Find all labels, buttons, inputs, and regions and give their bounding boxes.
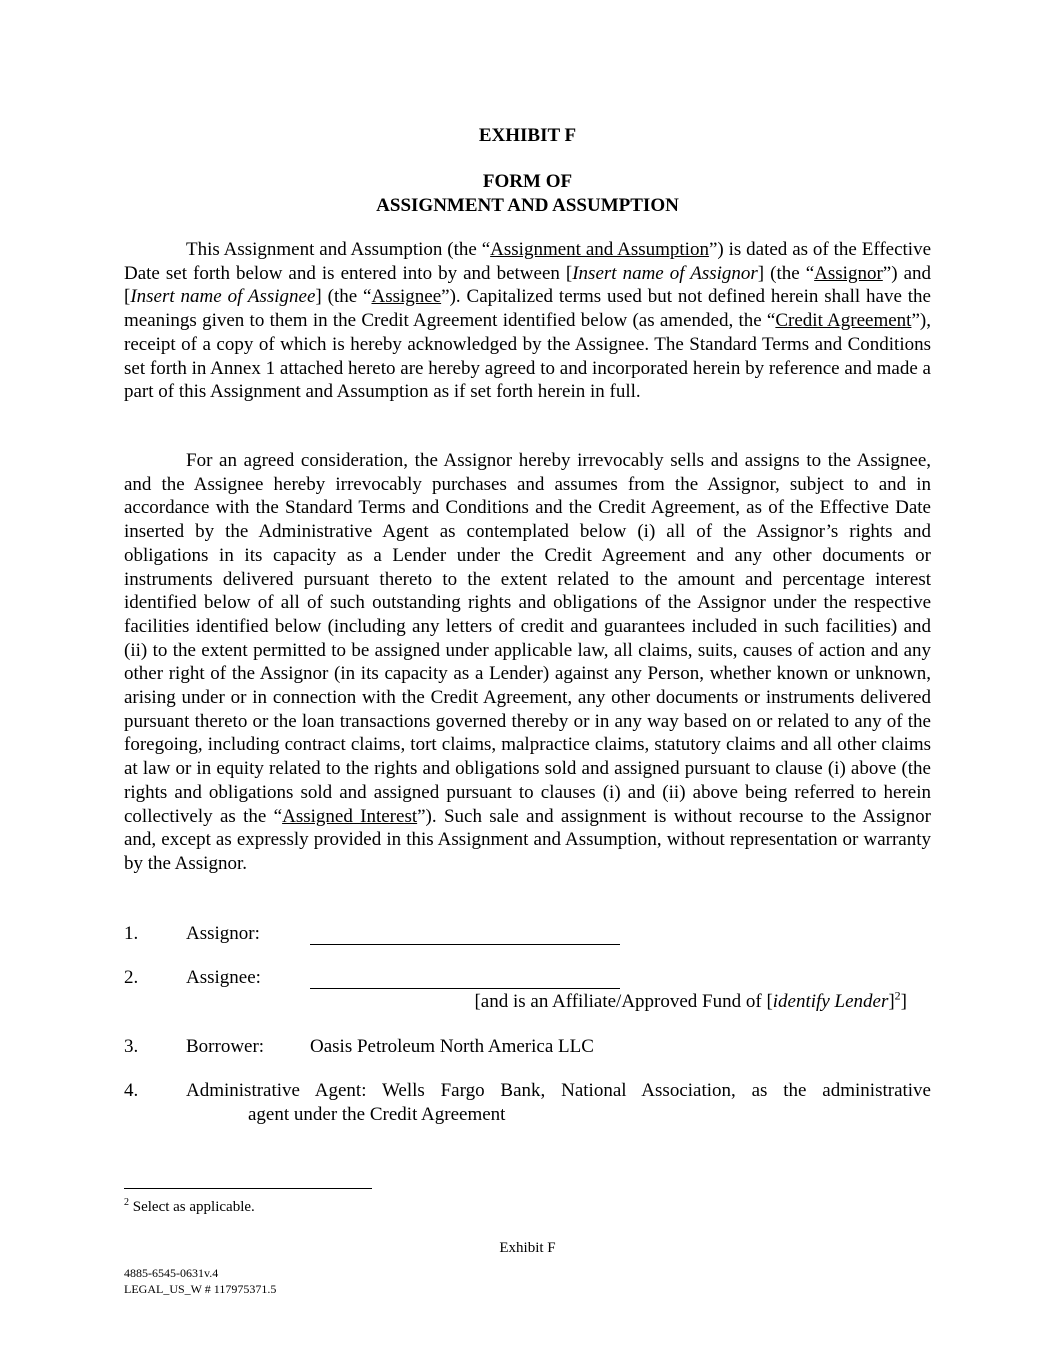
item-assignee: 2. Assignee: [and is an Affiliate/Approved Fund of [identify Lender]$^2$]: [124, 967, 907, 1012]
document-title: ASSIGNMENT AND ASSUMPTION: [376, 195, 679, 216]
page-footer: Exhibit F: [499, 1240, 556, 1256]
item-borrower: 3. Borrower: Oasis Petroleum North America LLC: [124, 1036, 594, 1057]
exhibit-heading: EXHIBIT F: [478, 125, 577, 146]
defined-term-assignee: Assignee: [371, 286, 442, 308]
footnote-separator: [124, 1188, 372, 1189]
document-id-1: 4885-6545-0631v.4: [124, 1266, 219, 1280]
item-assignor: 1. Assignor:: [124, 922, 931, 952]
defined-term-assigned-interest: Assigned Interest: [282, 805, 418, 827]
defined-term-assignment: Assignment and Assumption: [490, 239, 709, 260]
agent-name: Wells Fargo Bank, National Association, as the administrative: [381, 1080, 931, 1101]
assignor-blank-line: [310, 944, 620, 945]
borrower-name: Oasis Petroleum North America LLC: [310, 1036, 594, 1057]
assignee-blank-line: [310, 988, 620, 989]
footnote-ref: 2: [894, 988, 901, 1003]
item-administrative-agent: 4. Administrative Agent: Wells Fargo Bank, National Association, as the administrative agent under the Credit Agreement: [124, 1080, 931, 1125]
consideration-paragraph: For an agreed consideration, the Assignor hereby irrevocably sells and assigns to the Assignee, and the Assignee hereby irrevocably purchases and assumes from the Assignor, subject to and in accordance with the Standard Terms and Conditions and the Credit Agreement, as of the Effective Date inserted by the Administrative Agent as contemplated below (i) all of the Assignor’s rights and obligations in its capacity as a Lender under the Credit Agreement and any other documents or instruments delivered pursuant thereto to the extent related to the amount and percentage interest identified below of all of such outstanding rights and obligations of the Assignor under the respective facilities identified below (including any letters of credit and guarantees included in such facilities) and (ii) to the extent permitted to be assigned under applicable law, all claims, suits, causes of action and any other right of the Assignor (in its capacity as a Lender) against any Person, whether known or unknown, arising under or in connection with the Credit Agreement, any other documents or instruments delivered pursuant thereto or the loan transactions governed thereby or in any way based on or related to any of the foregoing, including contract claims, tort claims, malpractice claims, statutory claims and all other claims at law or in equity related to the rights and obligations sold and assigned pursuant to clause (i) above (the rights and obligations sold and assigned pursuant to clauses (i) and (ii) above being referred to herein collectively as the “Assigned Interest”). Such sale and assignment is without recourse to the Assignor and, except as expressly provided in this Assignment and Assumption, without representation or warranty by the Assignor.: [124, 450, 932, 874]
defined-term-credit-agreement: Credit Agreement: [775, 310, 912, 332]
form-of-heading: FORM OF: [482, 171, 573, 192]
placeholder-assignor: Insert name of Assignor: [572, 262, 758, 284]
footnote: $^2$ Select as applicable.: [124, 1197, 255, 1215]
document-id-2: LEGAL_US_W # 117975371.5: [124, 1282, 277, 1296]
intro-paragraph: This Assignment and Assumption (the “Assignment and Assumption”) is dated as of the Effective Date set forth below and is entered into by and between [Insert name of Assignor] (the “Assignor”) and [Insert name of Assignee] (the “Assignee”). Capitalized terms used but not defined herein shall have the meanings given to them in the Credit Agreement identified below (as amended, the “Credit Agreement”), receipt of a copy of which is hereby acknowledged by the Assignee. The Standard Terms and Conditions set forth in Annex 1 attached hereto are hereby agreed to and incorporated herein by reference and made a part of this Assignment and Assumption as if set forth herein in full.: [124, 239, 932, 403]
defined-term-assignor: Assignor: [814, 262, 883, 284]
affiliate-note: [and is an Affiliate/Approved Fund of [identify Lender]$^2$]: [474, 988, 907, 1012]
placeholder-assignee: Insert name of Assignee: [130, 286, 316, 308]
